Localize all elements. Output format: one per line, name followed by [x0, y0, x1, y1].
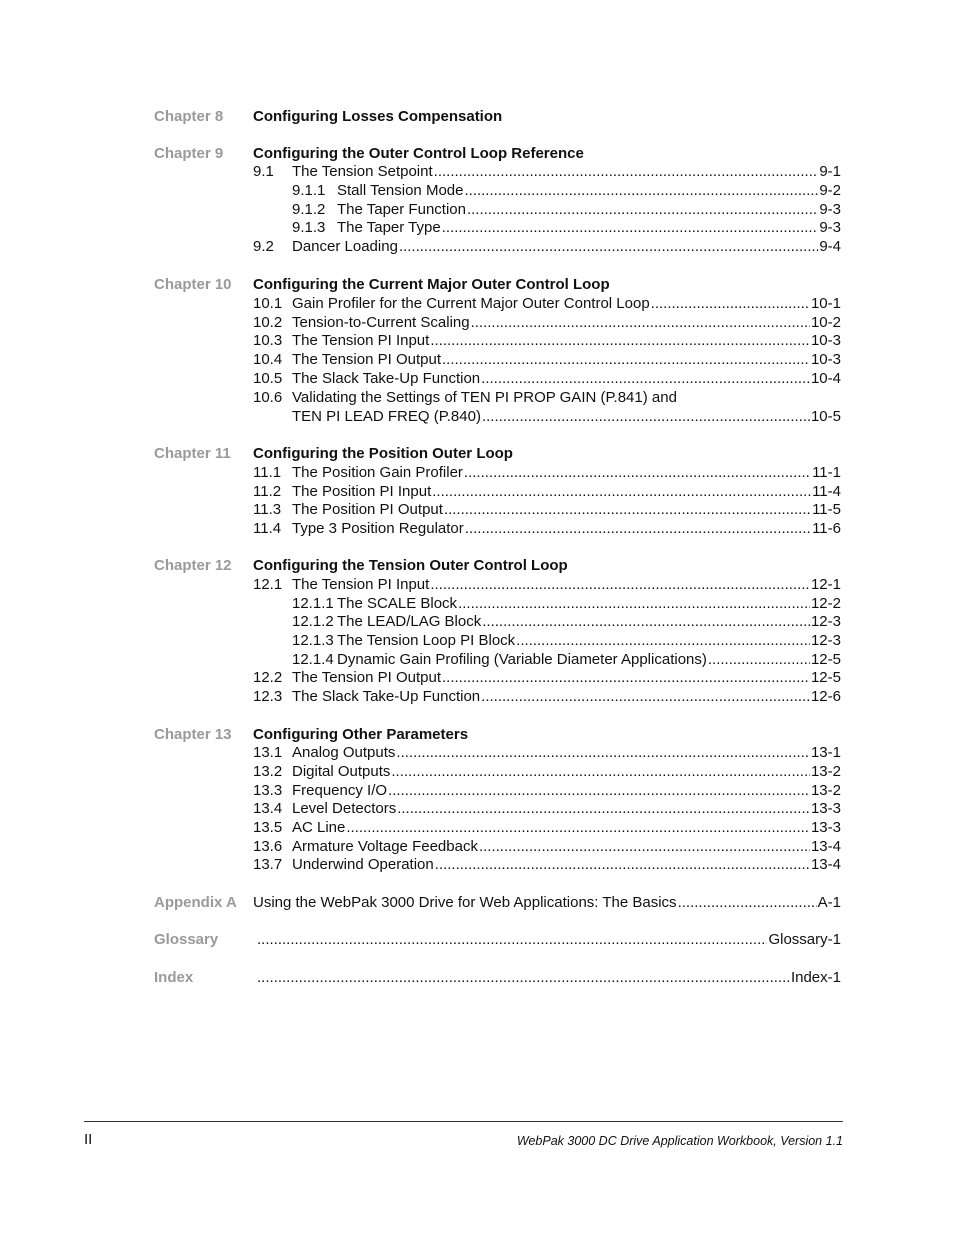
dot-leader — [482, 407, 810, 426]
dot-leader — [464, 463, 811, 482]
dot-leader — [391, 762, 810, 781]
dot-leader — [396, 743, 810, 762]
entry-title: TEN PI LEAD FREQ (P.840) — [292, 408, 481, 425]
index-label: Index — [154, 969, 194, 986]
entry-page: 13-4 — [810, 856, 841, 873]
entry-title: The Tension Setpoint — [292, 163, 433, 180]
entry-title: The Tension PI Input — [292, 576, 430, 593]
entry-page: 9-4 — [819, 238, 841, 255]
entry-title: Tension-to-Current Scaling — [292, 314, 470, 331]
toc-entry[interactable] — [253, 294, 841, 313]
entry-title: Type 3 Position Regulator — [292, 520, 464, 537]
toc-entry[interactable] — [253, 799, 841, 818]
toc-entry[interactable] — [292, 181, 841, 200]
chapter-title[interactable]: Configuring Other Parameters — [253, 726, 469, 743]
page-number: II — [84, 1131, 93, 1148]
entry-page: 9-2 — [819, 182, 841, 199]
dot-leader — [442, 668, 810, 687]
toc-entry[interactable] — [292, 200, 841, 219]
entry-title: Underwind Operation — [292, 856, 434, 873]
dot-leader — [257, 930, 767, 949]
toc-entry[interactable] — [253, 162, 841, 181]
dot-leader — [430, 331, 810, 350]
toc-entry[interactable] — [292, 650, 841, 669]
entry-number: 13.7 — [253, 856, 283, 873]
dot-leader — [257, 968, 790, 987]
entry-page: A-1 — [817, 894, 841, 911]
entry-page: 10-2 — [810, 314, 841, 331]
entry-page: Index-1 — [790, 969, 841, 986]
dot-leader — [708, 650, 810, 669]
entry-page: 12-1 — [810, 576, 841, 593]
entry-number: 12.1.1 — [292, 595, 334, 612]
entry-title: The Slack Take-Up Function — [292, 688, 481, 705]
entry-title: Analog Outputs — [292, 744, 396, 761]
entry-number: 9.1 — [253, 163, 274, 180]
dot-leader — [388, 781, 810, 800]
chapter-label: Chapter 13 — [154, 726, 232, 743]
entry-number: 12.3 — [253, 688, 283, 705]
toc-entry[interactable] — [253, 388, 841, 407]
entry-page: 9-1 — [819, 163, 841, 180]
dot-leader — [442, 218, 819, 237]
entry-title: The Position PI Input — [292, 483, 432, 500]
index-entry[interactable] — [256, 968, 841, 987]
dot-leader — [467, 200, 818, 219]
entry-page: 13-2 — [810, 763, 841, 780]
entry-page: 12-3 — [810, 613, 841, 630]
entry-page: 9-3 — [819, 219, 841, 236]
entry-number: 11.3 — [253, 501, 282, 518]
dot-leader — [444, 500, 811, 519]
toc-entry[interactable] — [253, 668, 841, 687]
entry-number: 13.2 — [253, 763, 283, 780]
toc-entry[interactable] — [292, 631, 841, 650]
entry-page: 13-2 — [810, 782, 841, 799]
entry-number: 12.1.3 — [292, 632, 334, 649]
entry-page: 10-4 — [810, 370, 841, 387]
entry-number: 12.1.4 — [292, 651, 334, 668]
dot-leader — [516, 631, 810, 650]
entry-page: Glossary-1 — [768, 931, 841, 948]
toc-entry[interactable] — [292, 612, 841, 631]
entry-title: Stall Tension Mode — [337, 182, 464, 199]
chapter-title[interactable]: Configuring the Tension Outer Control Loop — [253, 557, 568, 574]
toc-entry[interactable] — [253, 407, 841, 426]
entry-number: 10.1 — [253, 295, 283, 312]
dot-leader — [399, 237, 818, 256]
entry-title: The Position PI Output — [292, 501, 443, 518]
dot-leader — [346, 818, 810, 837]
footer-divider — [84, 1121, 843, 1122]
toc-entry[interactable] — [253, 781, 841, 800]
toc-entry[interactable] — [253, 687, 841, 706]
toc-entry[interactable] — [253, 743, 841, 762]
entry-number: 12.2 — [253, 669, 283, 686]
entry-page: 11-1 — [812, 464, 841, 481]
entry-title: The Tension PI Output — [292, 351, 441, 368]
entry-number: 10.3 — [253, 332, 283, 349]
entry-number: 9.1.2 — [292, 201, 326, 218]
dot-leader — [432, 482, 811, 501]
chapter-label: Chapter 9 — [154, 145, 224, 162]
glossary-label: Glossary — [154, 931, 219, 948]
chapter-title[interactable]: Configuring the Outer Control Loop Reference — [253, 145, 584, 162]
chapter-title[interactable]: Configuring Losses Compensation — [253, 108, 503, 125]
chapter-label: Chapter 12 — [154, 557, 232, 574]
toc-entry[interactable] — [292, 594, 841, 613]
entry-number: 13.1 — [253, 744, 283, 761]
entry-page: 13-1 — [810, 744, 841, 761]
entry-title: Frequency I/O — [292, 782, 388, 799]
entry-title: Armature Voltage Feedback — [292, 838, 478, 855]
entry-page: 12-6 — [810, 688, 841, 705]
dot-leader — [442, 350, 810, 369]
entry-title: The SCALE Block — [337, 595, 458, 612]
dot-leader — [435, 855, 810, 874]
entry-title: The Tension PI Output — [292, 669, 441, 686]
dot-leader — [465, 519, 811, 538]
entry-page: 13-3 — [810, 819, 841, 836]
entry-title: The Position Gain Profiler — [292, 464, 463, 481]
toc-entry[interactable] — [253, 519, 841, 538]
dot-leader — [430, 575, 810, 594]
dot-leader — [458, 594, 810, 613]
toc-entry[interactable] — [253, 237, 841, 256]
entry-page: 12-5 — [810, 651, 841, 668]
appendix-entry[interactable] — [253, 893, 841, 912]
entry-title: Gain Profiler for the Current Major Outer Control Loop — [292, 295, 650, 312]
toc-entry[interactable] — [253, 575, 841, 594]
entry-title: Digital Outputs — [292, 763, 391, 780]
entry-page: 11-6 — [812, 520, 841, 537]
entry-page: 13-4 — [810, 838, 841, 855]
entry-number: 11.2 — [253, 483, 282, 500]
entry-number: 10.6 — [253, 389, 283, 406]
entry-number: 10.2 — [253, 314, 283, 331]
dot-leader — [471, 313, 810, 332]
entry-title: The Taper Type — [337, 219, 441, 236]
entry-title: The LEAD/LAG Block — [337, 613, 482, 630]
entry-title: Using the WebPak 3000 Drive for Web Applications: The Basics — [253, 894, 677, 911]
entry-title: Dynamic Gain Profiling (Variable Diameter Applications) — [337, 651, 707, 668]
entry-number: 10.4 — [253, 351, 283, 368]
entry-title: AC Line — [292, 819, 346, 836]
dot-leader — [482, 612, 810, 631]
entry-title: The Taper Function — [337, 201, 466, 218]
entry-title: Validating the Settings of TEN PI PROP GAIN (P.841) and — [292, 389, 677, 406]
dot-leader — [481, 369, 810, 388]
entry-number: 12.1.2 — [292, 613, 334, 630]
dot-leader — [434, 162, 819, 181]
chapter-title[interactable]: Configuring the Current Major Outer Control Loop — [253, 276, 610, 293]
entry-page: 12-3 — [810, 632, 841, 649]
entry-number: 9.1.3 — [292, 219, 326, 236]
toc-entry[interactable] — [253, 463, 841, 482]
dot-leader — [481, 687, 810, 706]
toc-entry[interactable] — [253, 369, 841, 388]
entry-number: 9.2 — [253, 238, 274, 255]
dot-leader — [464, 181, 818, 200]
chapter-label: Chapter 8 — [154, 108, 224, 125]
entry-page: 11-4 — [812, 483, 841, 500]
toc-entry[interactable] — [253, 331, 841, 350]
entry-page: 10-5 — [810, 408, 841, 425]
entry-page: 13-3 — [810, 800, 841, 817]
entry-number: 11.4 — [253, 520, 282, 537]
entry-page: 10-1 — [810, 295, 841, 312]
entry-title: The Tension Loop PI Block — [337, 632, 516, 649]
entry-number: 9.1.1 — [292, 182, 326, 199]
entry-page: 9-3 — [819, 201, 841, 218]
entry-title: Level Detectors — [292, 800, 397, 817]
entry-number: 13.6 — [253, 838, 283, 855]
entry-number: 13.3 — [253, 782, 283, 799]
dot-leader — [651, 294, 810, 313]
toc-entry[interactable] — [253, 837, 841, 856]
toc-entry[interactable] — [253, 818, 841, 837]
dot-leader — [397, 799, 810, 818]
entry-number: 11.1 — [253, 464, 282, 481]
chapter-label: Chapter 11 — [154, 445, 231, 462]
toc-entry[interactable] — [253, 855, 841, 874]
toc-entry[interactable] — [253, 482, 841, 501]
chapter-title[interactable]: Configuring the Position Outer Loop — [253, 445, 513, 462]
toc-entry[interactable] — [253, 313, 841, 332]
toc-entry[interactable] — [253, 500, 841, 519]
entry-page: 12-5 — [810, 669, 841, 686]
entry-number: 13.5 — [253, 819, 283, 836]
entry-number: 12.1 — [253, 576, 283, 593]
dot-leader — [479, 837, 810, 856]
entry-number: 10.5 — [253, 370, 283, 387]
entry-page: 10-3 — [810, 332, 841, 349]
entry-page: 10-3 — [810, 351, 841, 368]
entry-title: The Tension PI Input — [292, 332, 430, 349]
chapter-label: Chapter 10 — [154, 276, 232, 293]
entry-title: The Slack Take-Up Function — [292, 370, 481, 387]
toc-entry[interactable] — [292, 218, 841, 237]
entry-page: 12-2 — [810, 595, 841, 612]
appendix-label: Appendix A — [154, 894, 237, 911]
dot-leader — [678, 893, 817, 912]
glossary-entry[interactable] — [256, 930, 841, 949]
entry-page: 11-5 — [812, 501, 841, 518]
book-title: WebPak 3000 DC Drive Application Workbook, Version 1.1 — [516, 1134, 843, 1148]
entry-number: 13.4 — [253, 800, 283, 817]
toc-entry[interactable] — [253, 762, 841, 781]
toc-entry[interactable] — [253, 350, 841, 369]
entry-title: Dancer Loading — [292, 238, 398, 255]
